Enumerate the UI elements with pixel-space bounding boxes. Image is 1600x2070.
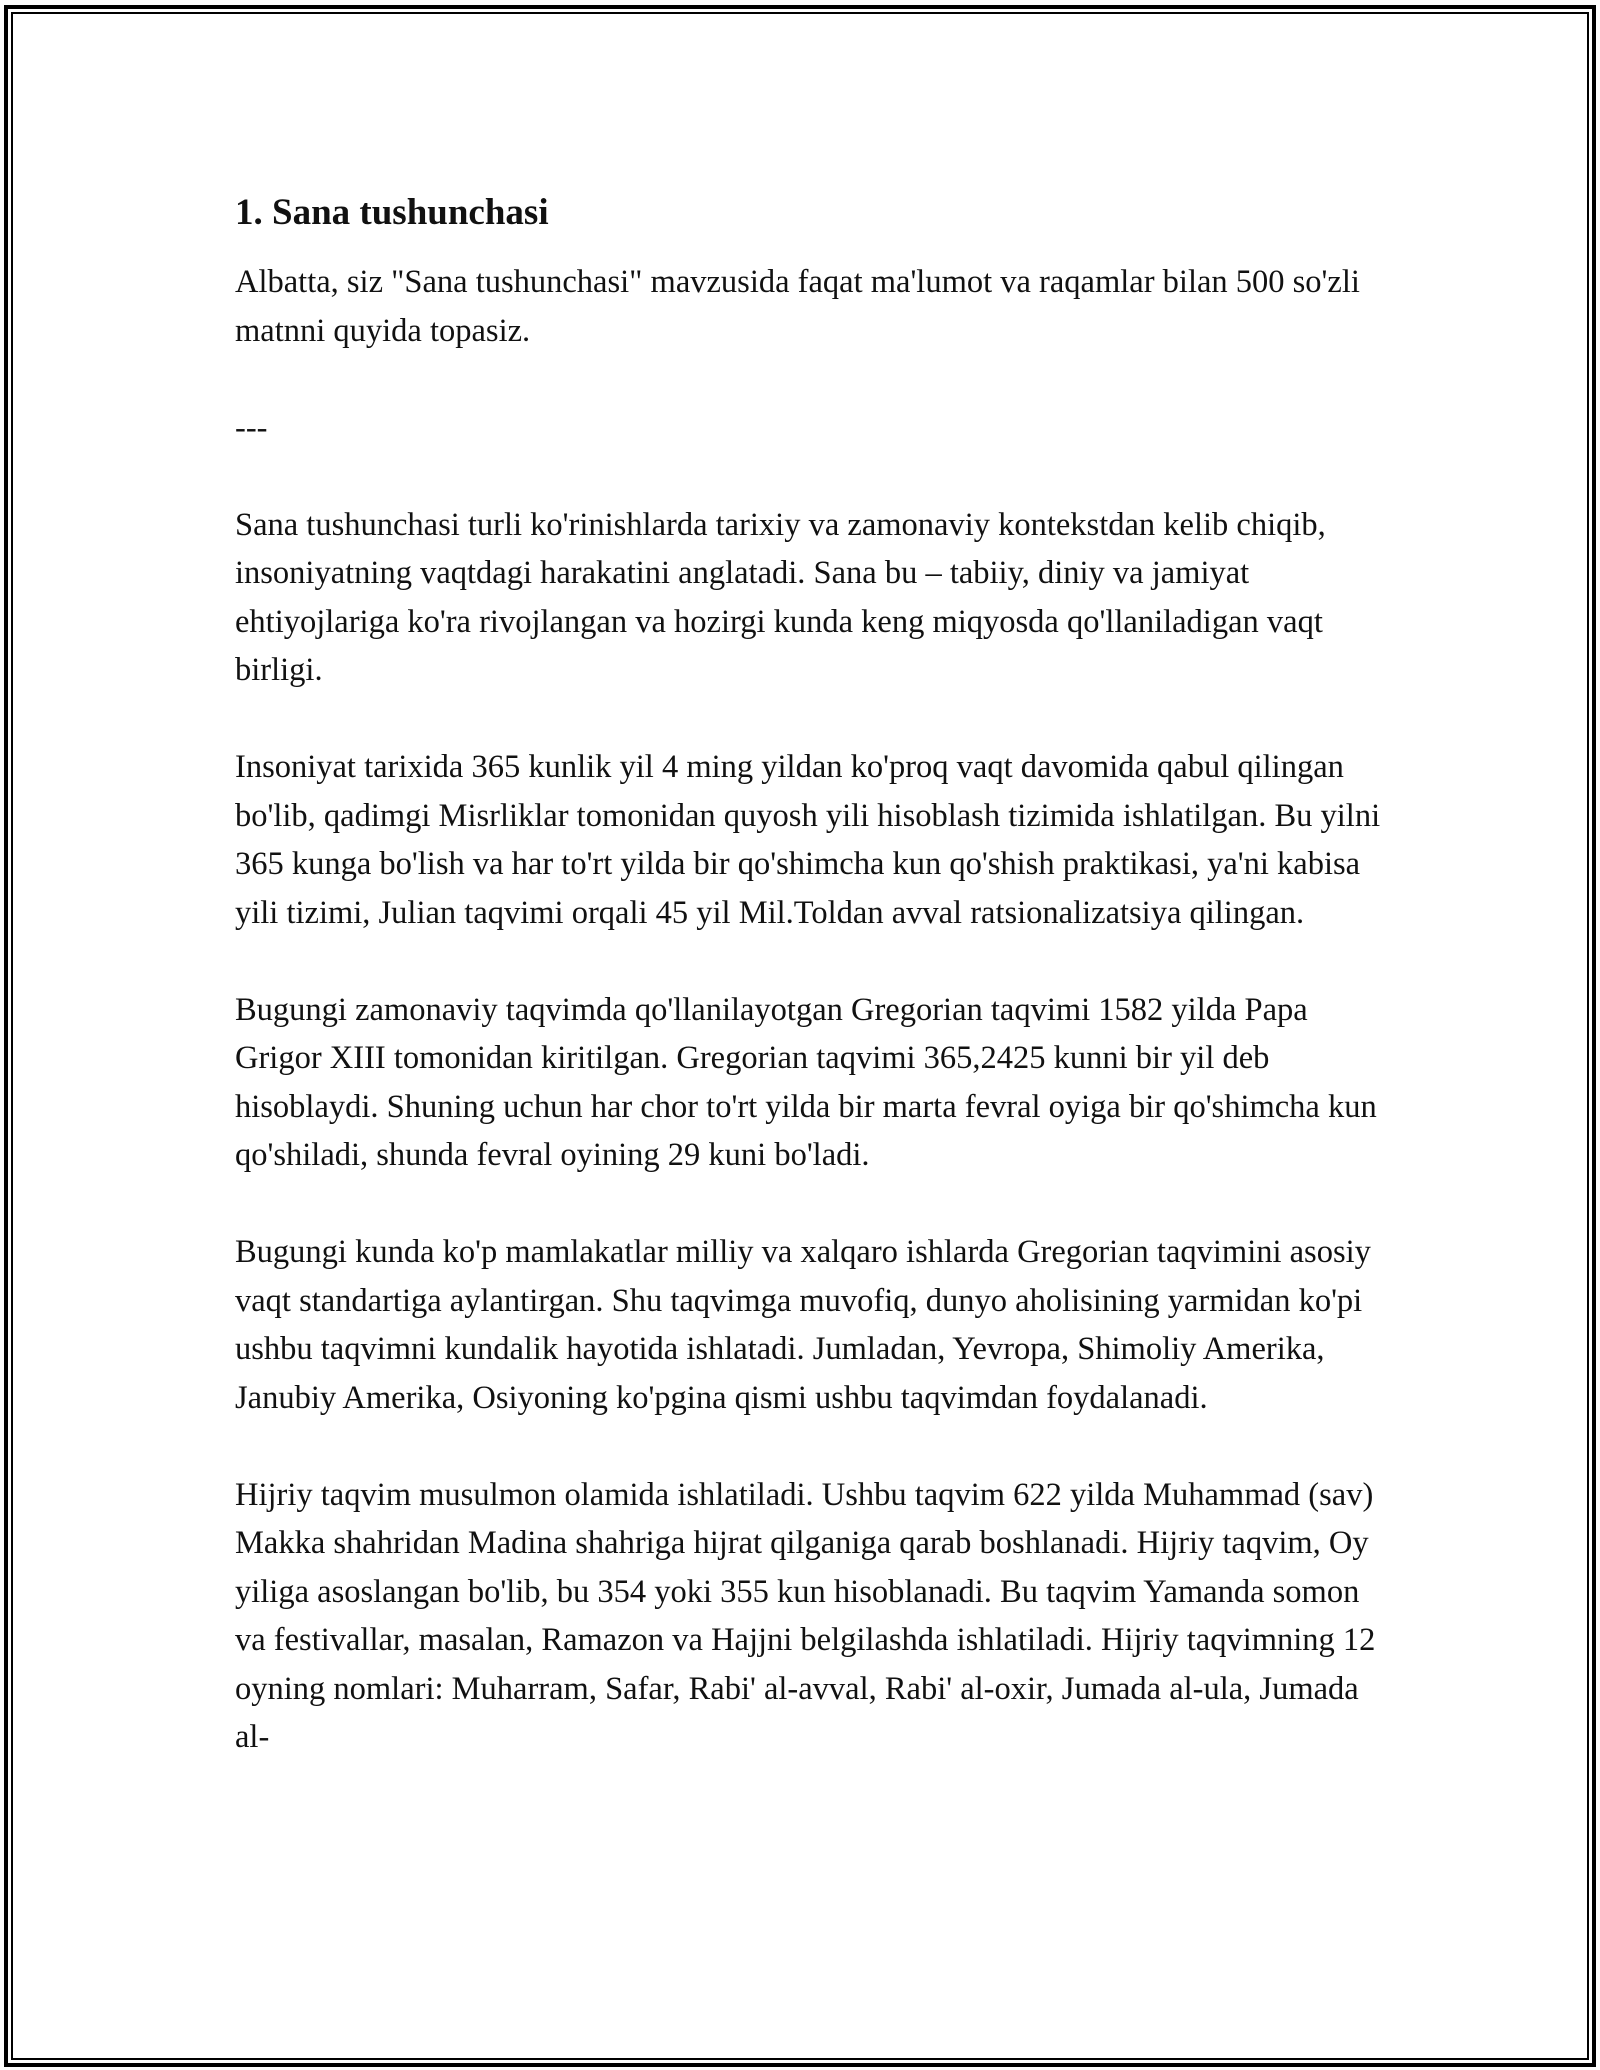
- paragraph-date-concept: Sana tushunchasi turli ko'rinishlarda tarixiy va zamonaviy kontekstdan kelib chiqib, insoniyatning vaqtdagi harakatini anglatadi. Sana bu – tabiiy, diniy va jamiyat ehtiyojlariga ko'ra rivojlangan va hozirgi kunda keng miqyosda qo'llaniladigan vaqt birligi.: [235, 506, 1326, 689]
- paragraph-gregorian-calendar: Bugungi zamonaviy taqvimda qo'llanilayotgan Gregorian taqvimi 1582 yilda Papa Grigor XIII tomonidan kiritilgan. Gregorian taqvimi 365,2425 kunni bir yil deb hisoblaydi. Shuning uchun har chor to'rt yilda bir marta fevral oyiga bir qo'shimcha kun qo'shiladi, shunda fevral oyining 29 kuni bo'ladi.: [235, 991, 1377, 1174]
- paragraph-hijri-calendar: Hijriy taqvim musulmon olamida ishlatiladi. Ushbu taqvim 622 yilda Muhammad (sav) Makka shahridan Madina shahriga hijrat qilganiga qarab boshlanadi. Hijriy taqvim, Oy yiliga asoslangan bo'lib, bu 354 yoki 355 kun hisoblanadi. Bu taqvim Yamanda somon va festivallar, masalan, Ramazon va Hajjni belgilashda ishlatiladi. Hijriy taqvimning 12 oyning nomlari: Muharram, Safar, Rabi' al-avval, Rabi' al-oxir, Jumada al-ula, Jumada al-: [235, 1476, 1376, 1756]
- paragraph-365-day-year: Insoniyat tarixida 365 kunlik yil 4 ming yildan ko'proq vaqt davomida qabul qilingan bo'lib, qadimgi Misrliklar tomonidan quyosh yili hisoblash tizimida ishlatilgan. Bu yilni 365 kunga bo'lish va har to'rt yilda bir qo'shimcha kun qo'shish praktikasi, ya'ni kabisa yili tizimi, Julian taqvimi orqali 45 yil Mil.Toldan avval ratsionalizatsiya qilingan.: [235, 749, 1381, 931]
- section-heading: 1. Sana tushunchasi: [235, 192, 549, 233]
- document-body: [235, 180, 1385, 1810]
- paragraph-gregorian-usage: Bugungi kunda ko'p mamlakatlar milliy va xalqaro ishlarda Gregorian taqvimini asosiy vaqt standartiga aylantirgan. Shu taqvimga muvofiq, dunyo aholisining yarmidan ko'pi ushbu taqvimni kundalik hayotida ishlatadi. Jumladan, Yevropa, Shimoliy Amerika, Janubiy Amerika, Osiyoning ko'pgina qismi ushbu taqvimdan foydalanadi.: [235, 1234, 1371, 1416]
- separator-text: ---: [235, 409, 268, 446]
- intro-paragraph: Albatta, siz "Sana tushunchasi" mavzusida faqat ma'lumot va raqamlar bilan 500 so'zli matnni quyida topasiz.: [235, 264, 1360, 349]
